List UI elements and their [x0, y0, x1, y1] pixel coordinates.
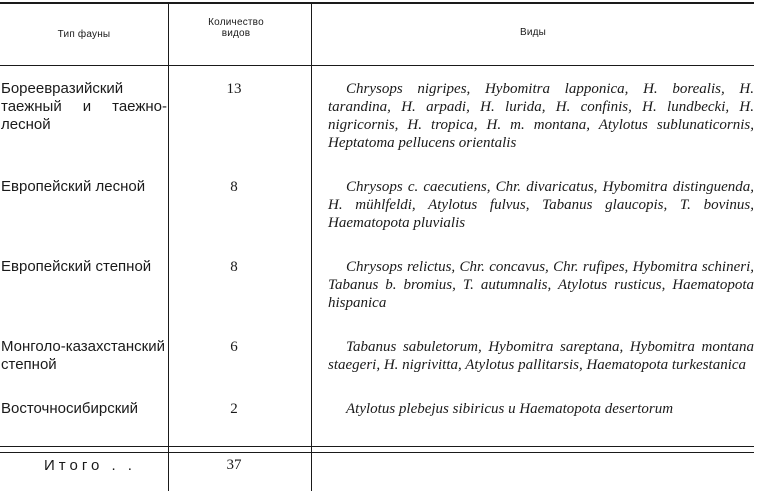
top-rule: [0, 2, 754, 4]
species-count-cell: 13: [226, 81, 242, 97]
body-rule: [0, 446, 754, 447]
species-count-cell: 2: [230, 401, 238, 417]
species-list-cell: Chrysops nigripes, Hybomitra lapponica, H. borealis, H. tarandina, H. arpadi, H. lurida, H. confinis, H. lundbecki, H. nigricornis, H. tropica, H. m. montana, Atylotus sublunaticornis, Heptatoma pellucens orientalis: [328, 81, 754, 151]
fauna-type-cell: Бореевразийский таежный и таежно-лесной: [1, 80, 167, 133]
column-divider-2: [311, 4, 312, 491]
header-rule: [0, 65, 754, 66]
species-count-cell: 8: [230, 259, 238, 275]
total-value: 37: [226, 457, 242, 473]
header-count: Количество видов: [208, 17, 264, 39]
header-species: Виды: [519, 27, 547, 38]
total-rule: [0, 452, 754, 453]
species-count-cell: 6: [230, 339, 238, 355]
total-label: Итого . .: [44, 457, 136, 474]
species-list-cell: Chrysops relictus, Chr. concavus, Chr. rufipes, Hybomitra schineri, Tabanus b. bromius, T. autumnalis, Atylotus rusticus, Haematopota hispanica: [328, 259, 754, 311]
species-list-cell: Tabanus sabuletorum, Hybomitra sareptana, Hybomitra montana staegeri, H. nigrivitta, Atylotus pallitarsis, Haematopota turkestanica: [328, 339, 754, 373]
species-count-cell: 8: [230, 179, 238, 195]
species-list-cell: Atylotus plebejus sibiricus и Haematopota desertorum: [346, 401, 674, 417]
fauna-type-cell: Монголо-казахстанский степной: [1, 338, 165, 373]
column-divider-1: [168, 4, 169, 491]
fauna-type-cell: Европейский лесной: [1, 178, 146, 195]
header-fauna-type: Тип фауны: [57, 29, 111, 40]
fauna-type-cell: Восточносибирский: [1, 400, 139, 417]
species-list-cell: Chrysops c. caecutiens, Chr. divaricatus, Hybomitra distinguenda, H. mühlfeldi, Atylotus fulvus, Tabanus glaucopis, T. bovinus, Haematopota pluvialis: [328, 179, 754, 231]
fauna-type-cell: Европейский степной: [1, 258, 152, 275]
